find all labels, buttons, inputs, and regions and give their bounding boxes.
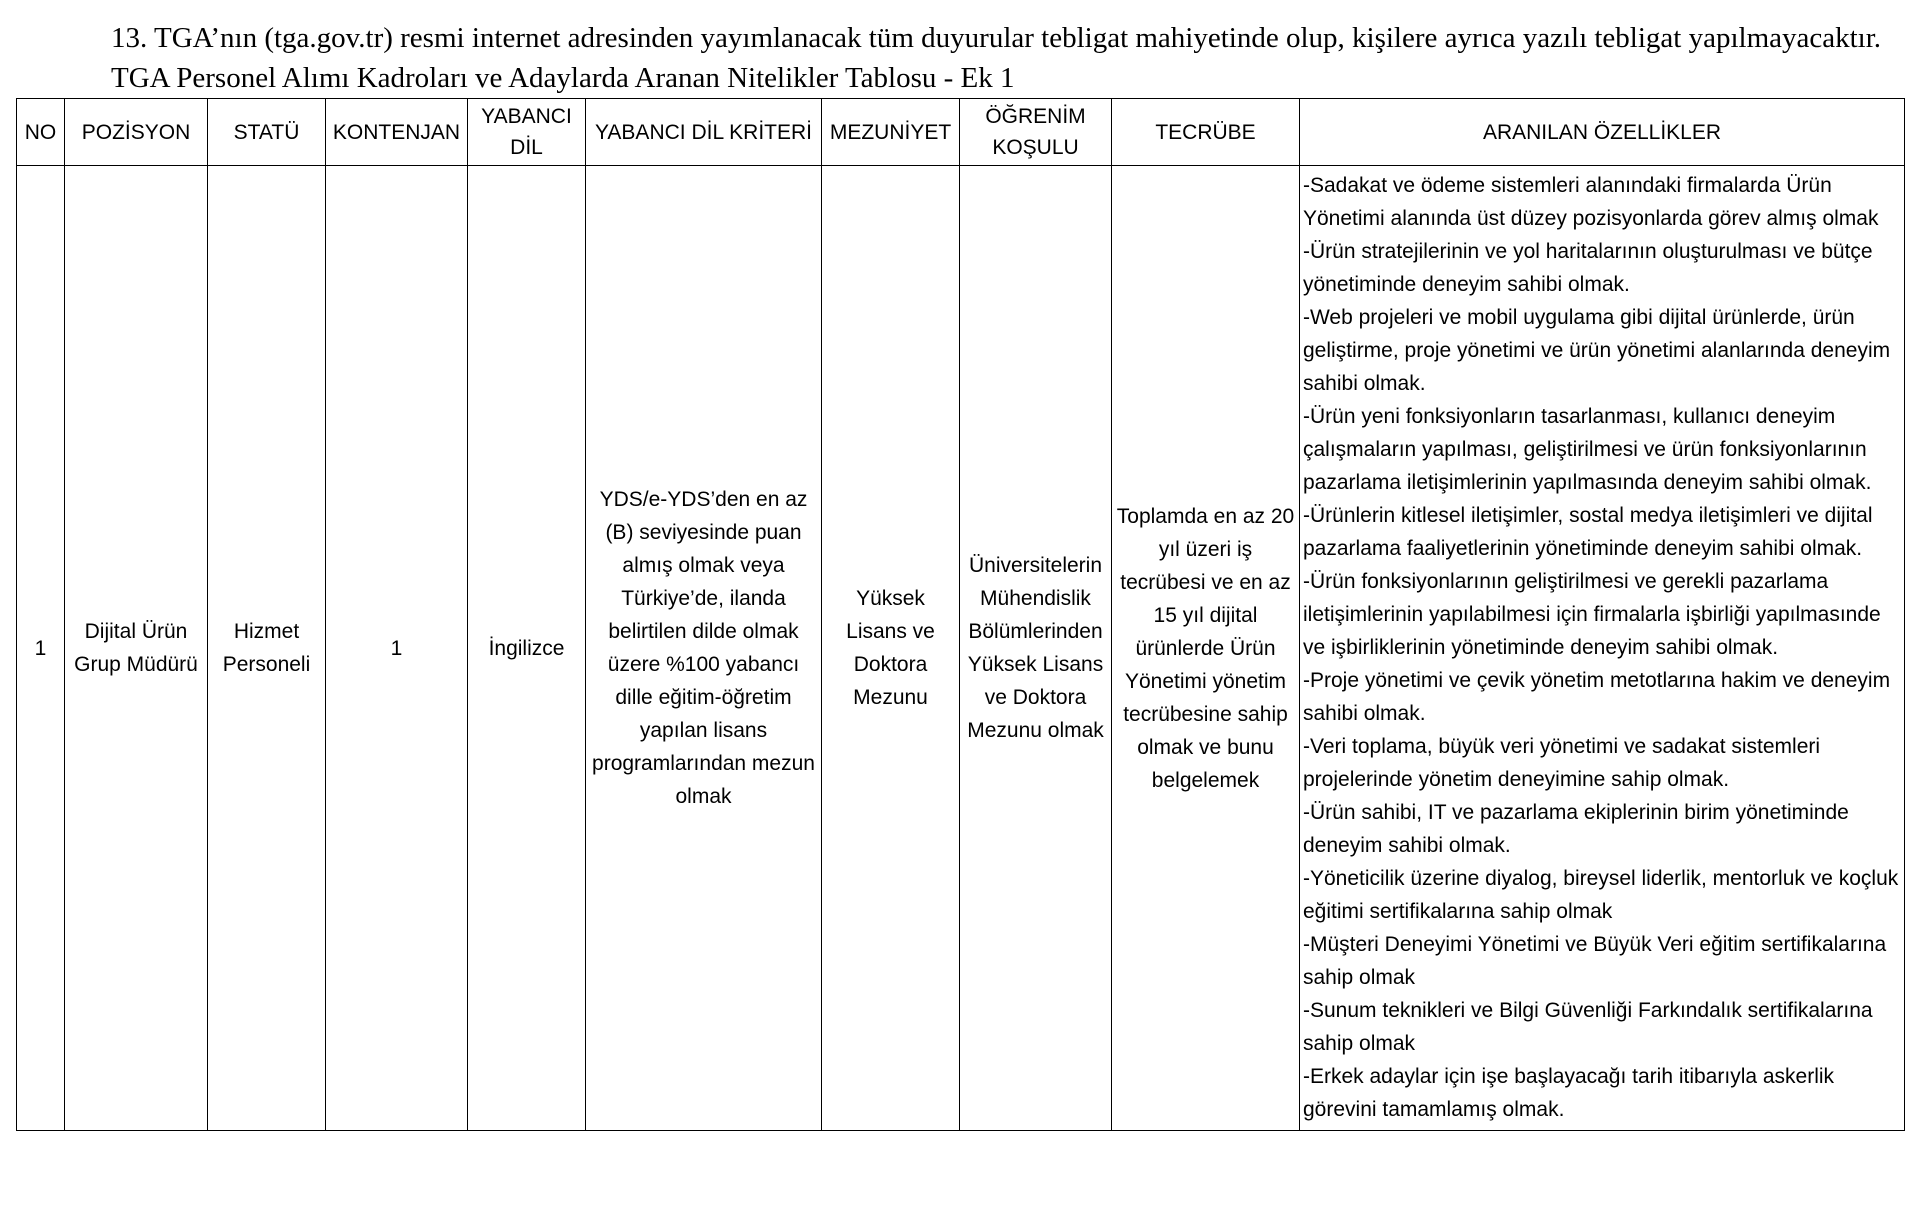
header-yabanci-dil: YABANCI DİL — [468, 99, 586, 166]
cell-kontenjan: 1 — [326, 166, 468, 1131]
cell-mezuniyet: Yüksek Lisans ve Doktora Mezunu — [822, 166, 960, 1131]
feature-item: -Ürün fonksiyonlarının geliştirilmesi ve gerekli pazarlama iletişimlerinin yapılabilmesi için firmalarla işbirliği yapılmasınde ve işbirliklerinin yönetiminde deneyim sahibi olmak. — [1303, 570, 1881, 659]
cell-statu: Hizmet Personeli — [208, 166, 326, 1131]
header-ogrenim-kosulu: ÖĞRENİM KOŞULU — [960, 99, 1112, 166]
feature-item: -Web projeleri ve mobil uygulama gibi dijital ürünlerde, ürün geliştirme, proje yönetimi ve ürün yönetimi alanlarında deneyim sahibi olmak. — [1303, 306, 1891, 395]
header-pozisyon: POZİSYON — [65, 99, 208, 166]
header-statu: STATÜ — [208, 99, 326, 166]
document-page — [16, 18, 1904, 1131]
table-header-row — [17, 99, 1905, 166]
feature-item: -Proje yönetimi ve çevik yönetim metotlarına hakim ve deneyim sahibi olmak. — [1303, 669, 1891, 725]
feature-item: -Ürünlerin kitlesel iletişimler, sostal medya iletişimleri ve dijital pazarlama faaliyetlerinin yönetiminde deneyim sahibi olmak. — [1303, 504, 1873, 560]
cell-yabanci-dil-kriteri: YDS/e-YDS’den en az (B) seviyesinde puan almış olmak veya Türkiye’de, ilanda belirtilen dilde olmak üzere %100 yabancı dille eğitim-öğretim yapılan lisans programlarından mezun olmak — [586, 166, 822, 1131]
feature-item: -Ürün sahibi, IT ve pazarlama ekiplerinin birim yönetiminde deneyim sahibi olmak. — [1303, 801, 1849, 857]
header-tecrube: TECRÜBE — [1112, 99, 1300, 166]
cell-no: 1 — [17, 166, 65, 1131]
feature-item: -Yöneticilik üzerine diyalog, bireysel liderlik, mentorluk ve koçluk eğitimi sertifikalarına sahip olmak — [1303, 867, 1899, 923]
feature-item: -Erkek adaylar için işe başlayacağı tarih itibarıyla askerlik görevini tamamlamış olmak. — [1303, 1065, 1835, 1121]
feature-item: -Ürün stratejilerinin ve yol haritalarının oluşturulması ve bütçe yönetiminde deneyim sahibi olmak. — [1303, 240, 1873, 296]
table-title: TGA Personel Alımı Kadroları ve Adaylarda Aranan Nitelikler Tablosu - Ek 1 — [111, 62, 1015, 94]
qualifications-table — [16, 98, 1905, 1131]
header-aranilan-ozellikler: ARANILAN ÖZELLİKLER — [1300, 99, 1905, 166]
header-no: NO — [17, 99, 65, 166]
cell-yabanci-dil: İngilizce — [468, 166, 586, 1131]
notice-paragraph: 13. TGA’nın (tga.gov.tr) resmi internet adresinden yayımlanacak tüm duyurular tebligat mahiyetinde olup, kişilere ayrıca yazılı tebligat yapılmayacaktır. — [111, 22, 1882, 54]
header-yabanci-dil-kriteri: YABANCI DİL KRİTERİ — [586, 99, 822, 166]
feature-item: -Sunum teknikleri ve Bilgi Güvenliği Farkındalık sertifikalarına sahip olmak — [1303, 999, 1873, 1055]
cell-pozisyon: Dijital Ürün Grup Müdürü — [65, 166, 208, 1131]
cell-ogrenim-kosulu: Üniversitelerin Mühendislik Bölümlerinden Yüksek Lisans ve Doktora Mezunu olmak — [960, 166, 1112, 1131]
feature-item: -Veri toplama, büyük veri yönetimi ve sadakat sistemleri projelerinde yönetim deneyimine sahip olmak. — [1303, 735, 1821, 791]
feature-item: -Müşteri Deneyimi Yönetimi ve Büyük Veri eğitim sertifikalarına sahip olmak — [1303, 933, 1887, 989]
cell-tecrube: Toplamda en az 20 yıl üzeri iş tecrübesi ve en az 15 yıl dijital ürünlerde Ürün Yönetimi yönetim tecrübesine sahip olmak ve bunu belgelemek — [1112, 166, 1300, 1131]
table-row — [17, 166, 1905, 1131]
cell-aranilan-ozellikler — [1300, 166, 1905, 1131]
feature-item: -Sadakat ve ödeme sistemleri alanındaki firmalarda Ürün Yönetimi alanında üst düzey pozisyonlarda görev almış olmak — [1303, 174, 1879, 230]
header-kontenjan: KONTENJAN — [326, 99, 468, 166]
feature-item: -Ürün yeni fonksiyonların tasarlanması, kullanıcı deneyim çalışmaların yapılması, geliştirilmesi ve ürün fonksiyonlarının pazarlama iletişimlerinin yapılmasında deneyim sahibi olmak. — [1303, 405, 1872, 494]
header-mezuniyet: MEZUNİYET — [822, 99, 960, 166]
